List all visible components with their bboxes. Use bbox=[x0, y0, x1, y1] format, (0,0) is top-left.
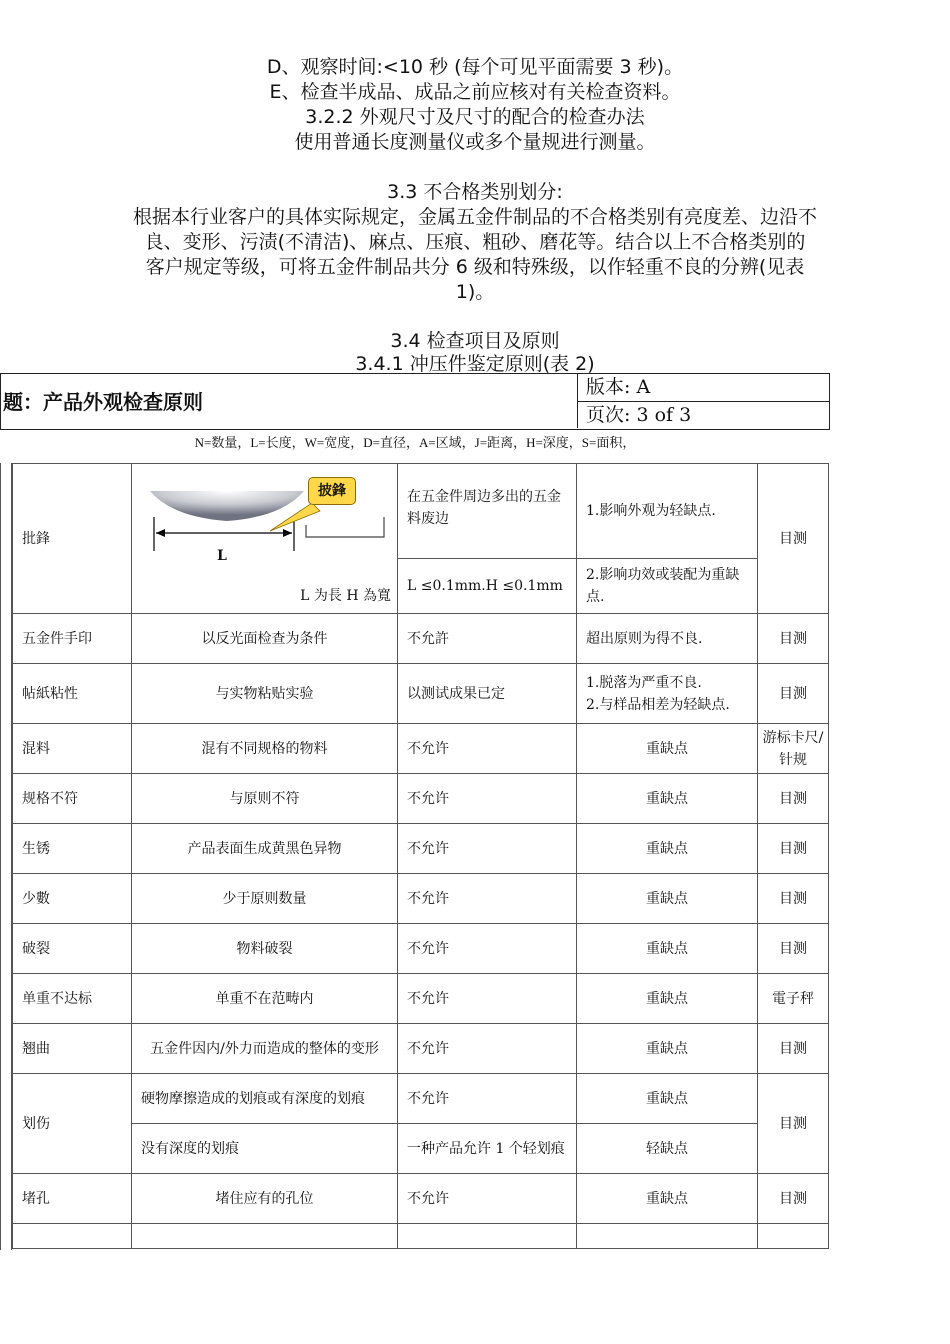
method-cell: 目测 bbox=[758, 1174, 829, 1224]
table-row bbox=[13, 1074, 829, 1124]
description-cell: 没有深度的划痕 bbox=[132, 1124, 398, 1174]
judgement-cell: 1.影响外观为轻缺点. bbox=[577, 464, 758, 559]
standard-cell: 不允许 bbox=[398, 924, 577, 974]
table-row bbox=[13, 1124, 829, 1174]
judgement-cell: 超出原则为得不良. bbox=[577, 614, 758, 664]
length-dimension-label: L bbox=[217, 547, 227, 564]
description-cell: 物料破裂 bbox=[132, 924, 398, 974]
item-cell: 规格不符 bbox=[13, 774, 132, 824]
standard-cell: 不允许 bbox=[398, 1174, 577, 1224]
judgement-cell: 重缺点 bbox=[577, 774, 758, 824]
method-cell: 目测 bbox=[758, 874, 829, 924]
empty-cell bbox=[398, 1224, 577, 1249]
burr-callout: 披鋒 bbox=[308, 477, 356, 505]
standard-cell: 不允许 bbox=[398, 724, 577, 774]
item-cell: 帖紙粘性 bbox=[13, 664, 132, 724]
standard-cell: 一种产品允许 1 个轻划痕 bbox=[398, 1124, 577, 1174]
version-label: 版本: A bbox=[586, 376, 651, 398]
abbreviation-legend: N=数量，L=长度，W=宽度，D=直径，A=区域，J=距离，H=深度，S=面积， bbox=[194, 435, 636, 450]
section-3-4-1-heading: 3.4.1 冲压件鉴定原则(表 2) bbox=[355, 353, 595, 375]
table-row bbox=[13, 664, 829, 724]
empty-cell bbox=[132, 1224, 398, 1249]
method-cell: 電子秤 bbox=[758, 974, 829, 1024]
item-cell: 少數 bbox=[13, 874, 132, 924]
table-row bbox=[13, 874, 829, 924]
empty-cell bbox=[13, 1224, 132, 1249]
item-cell: 混料 bbox=[13, 724, 132, 774]
method-cell: 目测 bbox=[758, 774, 829, 824]
judgement-cell: 重缺点 bbox=[577, 1074, 758, 1124]
empty-cell bbox=[577, 1224, 758, 1249]
table-row bbox=[13, 824, 829, 874]
judgement-cell: 重缺点 bbox=[577, 924, 758, 974]
judgement-cell: 重缺点 bbox=[577, 724, 758, 774]
method-cell: 目测 bbox=[758, 664, 829, 724]
section-3-3-heading: 3.3 不合格类别划分: bbox=[387, 181, 563, 203]
standard-cell: 不允许 bbox=[398, 874, 577, 924]
burr-diagram bbox=[132, 469, 397, 609]
table-row bbox=[13, 974, 829, 1024]
method-cell: 目测 bbox=[758, 614, 829, 664]
item-cell: 翘曲 bbox=[13, 1024, 132, 1074]
document-meta bbox=[577, 374, 829, 428]
inspection-table bbox=[12, 463, 829, 1249]
judgement-cell: 轻缺点 bbox=[577, 1124, 758, 1174]
table-left-margin bbox=[0, 463, 12, 1250]
method-cell: 目测 bbox=[758, 924, 829, 974]
description-cell: 与原则不符 bbox=[132, 774, 398, 824]
section-3-2-2-heading: 3.2.2 外观尺寸及尺寸的配合的检查办法 bbox=[305, 106, 645, 128]
item-cell: 批鋒 bbox=[13, 464, 132, 614]
table-row bbox=[13, 614, 829, 664]
standard-cell: 不允许 bbox=[398, 1024, 577, 1074]
section-3-3-line-4: 1)。 bbox=[455, 281, 495, 303]
judgement-cell: 重缺点 bbox=[577, 974, 758, 1024]
table-row bbox=[13, 724, 829, 774]
section-3-3-line-1: 根据本行业客户的具体实际规定，金属五金件制品的不合格类别有亮度差、边沿不 bbox=[132, 206, 817, 228]
section-3-2-2-text: 使用普通长度测量仪或多个量规进行测量。 bbox=[294, 131, 656, 153]
standard-cell: 不允许 bbox=[398, 824, 577, 874]
method-cell: 目测 bbox=[758, 464, 829, 614]
table-row bbox=[13, 464, 829, 559]
description-cell: 五金件因内/外力而造成的整体的变形 bbox=[132, 1024, 398, 1074]
method-cell: 目测 bbox=[758, 1024, 829, 1074]
item-cell: 单重不达标 bbox=[13, 974, 132, 1024]
judgement-cell: 重缺点 bbox=[577, 1174, 758, 1224]
table-row bbox=[13, 1024, 829, 1074]
description-cell: 堵住应有的孔位 bbox=[132, 1174, 398, 1224]
standard-cell: 不允许 bbox=[398, 774, 577, 824]
check-data-line: E、检查半成品、成品之前应核对有关检查资料。 bbox=[269, 81, 681, 103]
method-cell: 目测 bbox=[758, 824, 829, 874]
item-cell: 生锈 bbox=[13, 824, 132, 874]
description-cell: 少于原则数量 bbox=[132, 874, 398, 924]
section-3-3-line-3: 客户规定等级，可将五金件制品共分 6 级和特殊级，以作轻重不良的分辨(见表 bbox=[145, 256, 805, 278]
item-cell: 破裂 bbox=[13, 924, 132, 974]
description-cell: 单重不在范畴内 bbox=[132, 974, 398, 1024]
section-3-3-line-2: 良、变形、污渍(不清洁)、麻点、压痕、粗砂、磨花等。结合以上不合格类别的 bbox=[144, 231, 806, 253]
judgement-cell: 重缺点 bbox=[577, 824, 758, 874]
figure-caption: L 为長 H 為寬 bbox=[300, 587, 391, 604]
standard-cell: 不允许 bbox=[398, 974, 577, 1024]
judgement-line-2: 2.与样品相差为轻缺点. bbox=[586, 696, 730, 713]
table-row bbox=[13, 924, 829, 974]
standard-cell: 不允许 bbox=[398, 1074, 577, 1124]
judgement-line-1: 1.脱落为严重不良. bbox=[586, 674, 702, 691]
inspection-table-area bbox=[0, 463, 830, 1250]
description-cell: 混有不同规格的物料 bbox=[132, 724, 398, 774]
observation-time-line: D、观察时间:<10 秒 (每个可见平面需要 3 秒)。 bbox=[266, 56, 684, 78]
description-cell: 与实物粘贴实验 bbox=[132, 664, 398, 724]
section-3-4-heading: 3.4 检查项目及原则 bbox=[390, 330, 560, 352]
document-title: 题：产品外观检查原则 bbox=[3, 390, 203, 414]
standard-cell: L ≤0.1mm.H ≤0.1mm bbox=[398, 559, 577, 614]
standard-cell: 不允許 bbox=[398, 614, 577, 664]
description-cell: 产品表面生成黄黑色异物 bbox=[132, 824, 398, 874]
page-number-label: 页次: 3 of 3 bbox=[578, 401, 829, 429]
method-cell: 目测 bbox=[758, 1074, 829, 1174]
burr-figure-cell bbox=[132, 464, 398, 614]
judgement-cell: 重缺点 bbox=[577, 874, 758, 924]
judgement-cell bbox=[577, 664, 758, 724]
empty-cell bbox=[758, 1224, 829, 1249]
description-cell: 硬物摩擦造成的划痕或有深度的划痕 bbox=[132, 1074, 398, 1124]
item-cell: 划伤 bbox=[13, 1074, 132, 1174]
standard-cell: 以测试成果已定 bbox=[398, 664, 577, 724]
method-cell: 游标卡尺/针规 bbox=[758, 724, 829, 774]
judgement-cell: 重缺点 bbox=[577, 1024, 758, 1074]
table-row bbox=[13, 774, 829, 824]
empty-table-row bbox=[13, 1224, 829, 1249]
item-cell: 堵孔 bbox=[13, 1174, 132, 1224]
standard-cell: 在五金件周边多出的五金料废边 bbox=[398, 464, 577, 559]
judgement-cell: 2.影响功效或装配为重缺点. bbox=[577, 559, 758, 614]
description-cell: 以反光面检查为条件 bbox=[132, 614, 398, 664]
item-cell: 五金件手印 bbox=[13, 614, 132, 664]
table-row bbox=[13, 1174, 829, 1224]
document-header-box bbox=[0, 373, 830, 430]
